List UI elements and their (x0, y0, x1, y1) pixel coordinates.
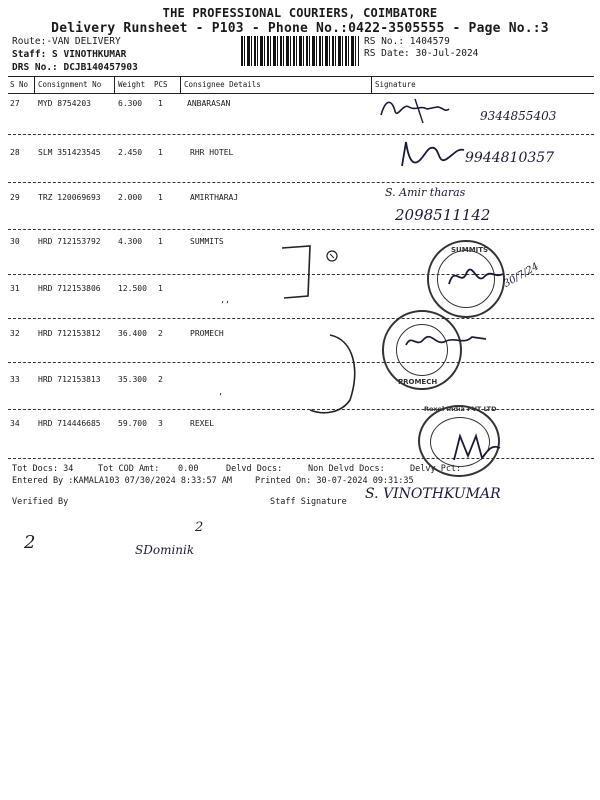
col-divider (371, 76, 372, 93)
delivery-pct: Delvy Pct: (410, 464, 462, 474)
delivery-bracket-mark (270, 240, 380, 420)
col-divider (114, 76, 115, 93)
row-sno: 30 (10, 237, 20, 246)
signature-row-28 (398, 136, 468, 176)
row-pcs: 2 (158, 329, 163, 338)
row-consignment: SLM 351423545 (38, 148, 101, 157)
col-header-consignee: Consignee Details (184, 80, 261, 89)
company-title: THE PROFESSIONAL COURIERS, COIMBATORE (162, 6, 438, 20)
row-consignee: ANBARASAN (187, 99, 231, 108)
rs-number: RS No.: 1404579 (364, 36, 450, 47)
row-weight: 59.700 (118, 419, 147, 428)
col-header-signature: Signature (375, 80, 416, 89)
total-cod-value: 0.00 (178, 464, 199, 474)
row-sno: 28 (10, 148, 20, 157)
handwritten-name-29: S. Amir tharas (385, 186, 466, 199)
row-weight: 2.450 (118, 148, 143, 157)
row-pcs: 1 (158, 99, 163, 108)
total-cod-label: Tot COD Amt: (98, 464, 160, 474)
row-consignment: HRD 712153812 (38, 329, 101, 338)
row-sno: 33 (10, 375, 20, 384)
row-sno: 31 (10, 284, 20, 293)
col-header-consignment: Consignment No (38, 80, 102, 89)
signature-row-34 (450, 430, 510, 466)
row-pcs: 1 (158, 284, 163, 293)
handwritten-date-30: 30/7/24 (501, 261, 541, 290)
row-pcs: 1 (158, 148, 163, 157)
row-consignment: TRZ 120069693 (38, 193, 101, 202)
verified-mark-small: 2 (195, 520, 204, 535)
delivered-docs: Delvd Docs: (226, 464, 283, 474)
row-weight: 4.300 (118, 237, 143, 246)
row-consignee: SUMMITS (190, 237, 224, 246)
small-mark: ’’ (220, 300, 230, 309)
col-header-sno: S No (10, 80, 29, 89)
printed-on: Printed On: 30-07-2024 09:31:35 (255, 476, 414, 486)
row-pcs: 1 (158, 193, 163, 202)
row-weight: 2.000 (118, 193, 143, 202)
rs-date: RS Date: 30-Jul-2024 (364, 48, 479, 59)
row-weight: 35.300 (118, 375, 147, 384)
row-sno: 32 (10, 329, 20, 338)
handwritten-phone-28: 9944810357 (465, 150, 555, 166)
row-consignee: RHR HOTEL (190, 148, 234, 157)
col-divider (34, 76, 35, 93)
drs-label: DRS No.: DCJB140457903 (12, 62, 138, 73)
row-sno: 29 (10, 193, 20, 202)
row-weight: 12.500 (118, 284, 147, 293)
col-divider (180, 76, 181, 93)
table-header-rule (8, 93, 594, 94)
staff-signature-label: Staff Signature (270, 497, 347, 507)
row-weight: 6.300 (118, 99, 143, 108)
row-sno: 27 (10, 99, 20, 108)
rexel-stamp-text: Rexel India PVT LTD (424, 405, 497, 413)
total-docs: Tot Docs: 34 (12, 464, 74, 474)
signature-row-32 (402, 325, 492, 355)
row-consignment: HRD 712153806 (38, 284, 101, 293)
row-pcs: 1 (158, 237, 163, 246)
row-weight: 36.400 (118, 329, 147, 338)
handwritten-phone-27: 9344855403 (480, 109, 557, 123)
row-consignment: MYD 8754203 (38, 99, 91, 108)
row-consignee: AMIRTHARAJ (190, 193, 239, 202)
row-consignee: PROMECH (190, 329, 224, 338)
col-header-weight: Weight (118, 80, 146, 89)
verified-mark: 2 (24, 532, 36, 553)
route-label: Route:-VAN DELIVERY (12, 36, 121, 47)
signature-row-27 (375, 93, 455, 129)
row-divider (8, 182, 594, 183)
entered-by: Entered By :KAMALA103 07/30/2024 8:33:57 AM (12, 476, 233, 486)
row-divider (8, 229, 594, 230)
runsheet-title: Delivery Runsheet - P103 - Phone No.:0422-3505555 - Page No.:3 (51, 21, 549, 36)
barcode (241, 36, 359, 66)
staff-label: Staff: S VINOTHKUMAR (12, 49, 127, 60)
row-sno: 34 (10, 419, 20, 428)
col-header-pcs: PCS (154, 80, 168, 89)
small-mark: ’ (218, 392, 223, 401)
handwritten-phone-29: 2098511142 (395, 206, 491, 224)
verified-by-label: Verified By (12, 497, 69, 507)
row-consignment: HRD 714446685 (38, 419, 101, 428)
row-consignment: HRD 712153792 (38, 237, 101, 246)
table-top-rule (8, 76, 594, 77)
non-delivered-docs: Non Delvd Docs: (308, 464, 385, 474)
row-pcs: 3 (158, 419, 163, 428)
row-pcs: 2 (158, 375, 163, 384)
row-consignment: HRD 712153813 (38, 375, 101, 384)
row-consignee: REXEL (190, 419, 215, 428)
row-divider (8, 134, 594, 135)
promech-stamp-text: PROMECH (398, 378, 438, 386)
verifier-signature: SDominik (135, 543, 195, 557)
staff-signature-handwritten: S. VINOTHKUMAR (365, 486, 501, 502)
summits-stamp-text: SUMMITS (451, 246, 489, 254)
